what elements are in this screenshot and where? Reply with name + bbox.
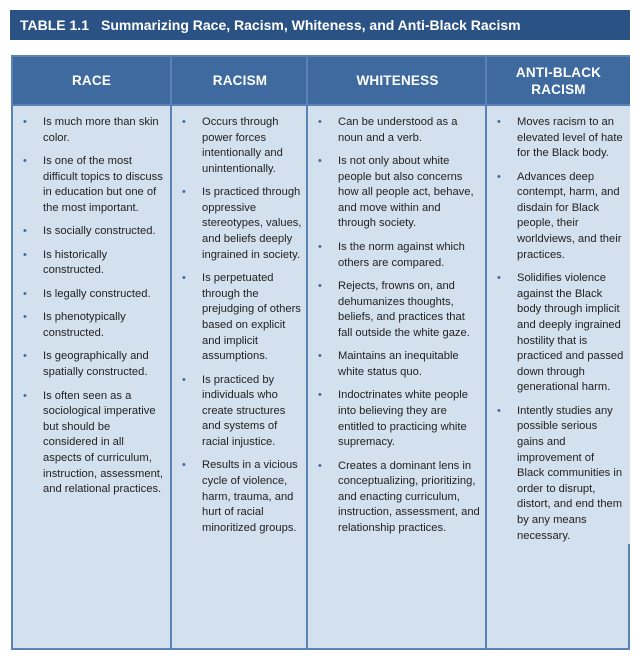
bullet-icon: • [182, 116, 186, 128]
list-item [308, 240, 487, 271]
bullet-icon: • [497, 116, 501, 128]
bullet-icon: • [318, 155, 322, 168]
list-item [308, 154, 487, 232]
list-item-text: Maintains an inequitable white status quo. [338, 350, 459, 378]
bullet-icon: • [497, 404, 501, 417]
list-item [308, 459, 487, 537]
summary-table [11, 55, 630, 650]
column-race [13, 57, 170, 648]
list-item-text: Is the norm against which others are compared. [338, 240, 465, 269]
list-item-text: Is phenotypically constructed. [43, 311, 126, 339]
list-item [172, 115, 308, 177]
bullet-icon: • [318, 389, 322, 402]
bullet-icon: • [23, 248, 27, 261]
list-item-text: Is much more than skin color. [43, 116, 159, 144]
bullet-icon: • [318, 350, 322, 363]
column-header-race: RACE [13, 57, 170, 106]
bullet-icon: • [23, 350, 27, 363]
list-item [13, 248, 170, 279]
bullet-icon: • [23, 155, 27, 168]
list-item-text: Is one of the most difficult topics to discuss in education but one of the most important. [43, 155, 163, 214]
list-item-text: Is geographically and spatially constructed. [43, 350, 149, 379]
list-item [308, 349, 487, 380]
list-item-text: Moves racism to an elevated level of hate for the Black body. [517, 116, 623, 160]
list-item [487, 170, 630, 264]
list-item [13, 310, 170, 341]
anti-black-racism-list [487, 115, 630, 544]
list-item [487, 404, 630, 544]
list-item-text: Intently studies any possible serious gains and improvement of Black communities in order to disrupt, distort, and end them by any means necessary. [517, 404, 623, 542]
list-item-text: Rejects, frowns on, and dehumanizes thoughts, beliefs, and practices that fall outside the white gaze. [338, 280, 470, 339]
bullet-icon: • [182, 459, 186, 472]
list-item [13, 154, 170, 216]
bullet-icon: • [182, 373, 186, 386]
anti-black-racism-header-text: ANTI-BLACK RACISM [515, 64, 602, 97]
bullet-icon: • [497, 170, 501, 183]
bullet-icon: • [318, 240, 322, 253]
list-item-text: Is often seen as a sociological imperative but should be considered in all aspects of curriculum, instruction, assessment, and relational practices. [43, 389, 164, 496]
table-title-text: Summarizing Race, Racism, Whiteness, and Anti-Black Racism [100, 17, 521, 33]
bullet-icon: • [23, 311, 27, 324]
list-item-text: Solidifies violence against the Black body through implicit and deeply ingrained hostility that is practiced and passed down through generational harm. [517, 272, 624, 394]
list-item [13, 349, 170, 380]
list-item [487, 115, 630, 162]
bullet-icon: • [182, 272, 186, 285]
list-item [13, 115, 170, 146]
list-item-text: Can be understood as a noun and a verb. [338, 116, 458, 144]
list-item [172, 185, 308, 263]
bullet-icon: • [23, 287, 27, 300]
list-item-text: Is historically constructed. [43, 248, 108, 277]
list-item-text: Is practiced by individuals who create structures and systems of racial injustice. [202, 373, 286, 448]
race-list [13, 115, 170, 498]
list-item-text: Results in a vicious cycle of violence, harm, trauma, and hurt of racial minoritized groups. [202, 459, 298, 534]
list-item-text: Occurs through power forces intentionally and unintentionally. [202, 116, 283, 175]
racism-list [172, 115, 308, 536]
list-item [13, 224, 170, 240]
list-item-text: Indoctrinates white people into believing they are entitled to practicing white supremacy. [338, 389, 468, 449]
column-anti-black-racism [485, 57, 630, 648]
bullet-icon: • [182, 186, 186, 199]
column-racism [170, 57, 308, 648]
bullet-icon: • [23, 225, 27, 238]
list-item [13, 389, 170, 498]
table-number: TABLE 1.1 [20, 17, 89, 33]
whiteness-list [308, 115, 487, 537]
table-title [10, 10, 630, 40]
list-item-text: Advances deep contempt, harm, and disdain for Black people, their worldviews, and their practices. [517, 170, 622, 261]
list-item [172, 373, 308, 451]
list-item [308, 388, 487, 450]
list-item [487, 271, 630, 396]
bullet-icon: • [318, 280, 322, 293]
list-item-text: Creates a dominant lens in conceptualizing, prioritizing, and enacting curriculum, instruction, assessment, and relationship practices. [338, 459, 480, 534]
bullet-icon: • [318, 459, 322, 472]
list-item-text: Is perpetuated through the prejudging of others based on explicit and implicit assumptions. [202, 272, 301, 363]
column-header-racism: RACISM [172, 57, 308, 106]
list-item [172, 271, 308, 365]
list-item-text: Is legally constructed. [43, 287, 151, 300]
list-item-text: Is practiced through oppressive stereotypes, values, and beliefs deeply ingrained in society. [202, 186, 302, 261]
list-item [308, 279, 487, 341]
list-item-text: Is socially constructed. [43, 225, 156, 238]
list-item [308, 115, 487, 146]
list-item [13, 287, 170, 303]
bullet-icon: • [318, 116, 322, 128]
column-header-whiteness: WHITENESS [308, 57, 487, 106]
bullet-icon: • [497, 272, 501, 285]
list-item-text: Is not only about white people but also concerns how all people act, behave, and move within and through society. [338, 155, 474, 230]
list-item [172, 458, 308, 536]
column-whiteness [306, 57, 487, 648]
bullet-icon: • [23, 116, 27, 128]
column-header-anti-black-racism [487, 57, 630, 106]
bullet-icon: • [23, 389, 27, 402]
